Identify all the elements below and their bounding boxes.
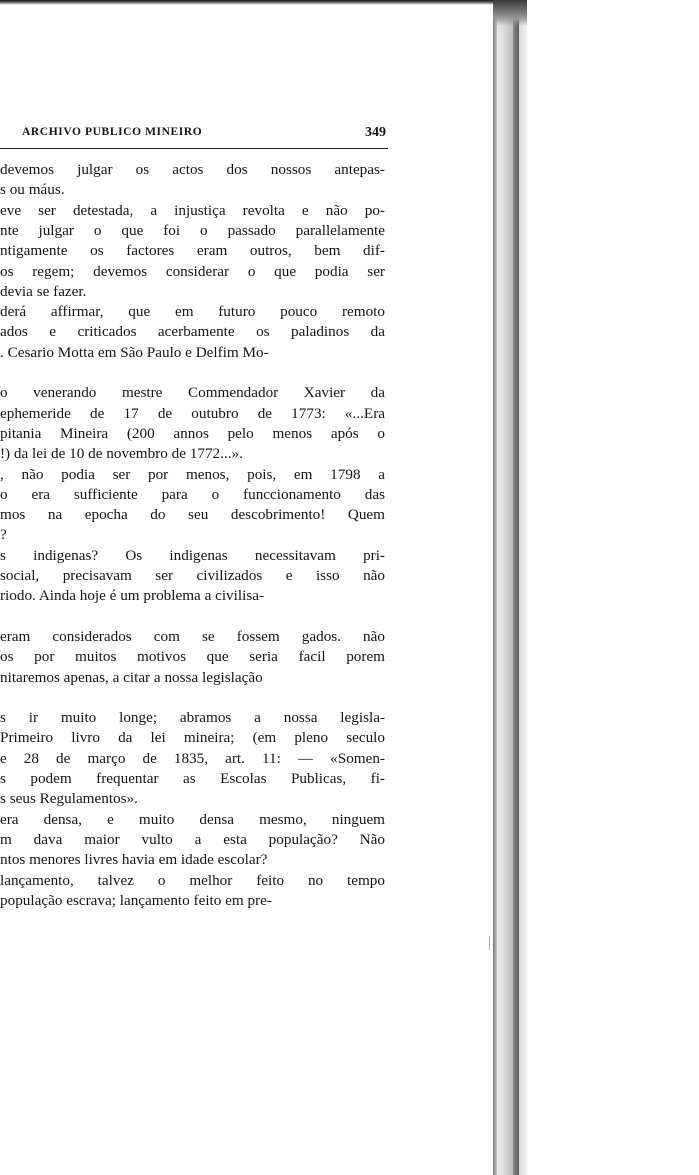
text-line: mos na epocha do seu descobrimento! Quem xyxy=(0,506,385,524)
text-line xyxy=(0,363,385,383)
text-line: , não podia ser por menos, pois, em 1798 a xyxy=(0,465,385,483)
text-line xyxy=(0,607,385,627)
text-line: devia se fazer. xyxy=(0,282,87,300)
text-line: o era sufficiente para o funccionamento das xyxy=(0,485,385,503)
next-page-edge xyxy=(519,0,527,1175)
text-line: nte julgar o que foi o passado parallelamente xyxy=(0,221,385,239)
page-top-shadow xyxy=(0,0,520,5)
text-line: nitaremos apenas, a citar a nossa legislação xyxy=(0,668,263,686)
text-line: !) da lei de 10 de novembro de 1772...». xyxy=(0,445,243,463)
text-line: ntos menores livres havia em idade escolar? xyxy=(0,851,268,869)
text-line: ntigamente os factores eram outros, bem dif- xyxy=(0,242,385,260)
text-line: população escrava; lançamento feito em pre- xyxy=(0,891,272,909)
text-line: s ir muito longe; abramos a nossa legisla- xyxy=(0,709,385,727)
text-line: eram considerados com se fossem gados. não xyxy=(0,627,385,645)
running-header xyxy=(22,126,390,146)
text-line xyxy=(0,688,385,708)
text-line: s indigenas? Os indigenas necessitavam pri- xyxy=(0,546,385,564)
book-gutter-fold xyxy=(497,0,513,1175)
text-line: riodo. Ainda hoje é um problema a civilisa- xyxy=(0,587,265,605)
header-rule xyxy=(0,148,388,149)
text-line: os por muitos motivos que seria facil porem xyxy=(0,648,385,666)
text-line: s podem frequentar as Escolas Publicas, fi- xyxy=(0,770,385,787)
text-line: os regem; devemos considerar o que podia ser xyxy=(0,262,385,280)
text-line: social, precisavam ser civilizados e isso não xyxy=(0,567,385,584)
running-header-title: ARCHIVO PUBLICO MINEIRO xyxy=(22,126,203,138)
page-edge-mark xyxy=(489,936,490,950)
text-line: ados e criticados acerbamente os paladinos da xyxy=(0,323,385,341)
text-line: era densa, e muito densa mesmo, ninguem xyxy=(0,810,385,828)
text-line: s ou máus. xyxy=(0,181,65,199)
page-number: 349 xyxy=(365,125,386,140)
text-line: m dava maior vulto a esta população? Não xyxy=(0,830,385,848)
text-line: s seus Regulamentos». xyxy=(0,790,138,808)
text-line: ? xyxy=(0,526,7,544)
text-line: pitania Mineira (200 annos pelo menos após o xyxy=(0,424,385,442)
text-line: derá affirmar, que em futuro pouco remoto xyxy=(0,303,385,321)
text-line: lançamento, talvez o melhor feito no tempo xyxy=(0,871,385,889)
text-line: o venerando mestre Commendador Xavier da xyxy=(0,384,385,402)
text-line: Primeiro livro da lei mineira; (em pleno seculo xyxy=(0,729,385,747)
text-line: eve ser detestada, a injustiça revolta e não po- xyxy=(0,201,385,219)
text-line: e 28 de março de 1835, art. 11: — «Somen- xyxy=(0,749,385,767)
book-gutter-top-shadow xyxy=(493,0,527,26)
text-line: . Cesario Motta em São Paulo e Delfim Mo- xyxy=(0,343,269,361)
text-line: ephemeride de 17 de outubro de 1773: «...Era xyxy=(0,404,385,422)
text-line: devemos julgar os actos dos nossos antepas- xyxy=(0,161,385,178)
